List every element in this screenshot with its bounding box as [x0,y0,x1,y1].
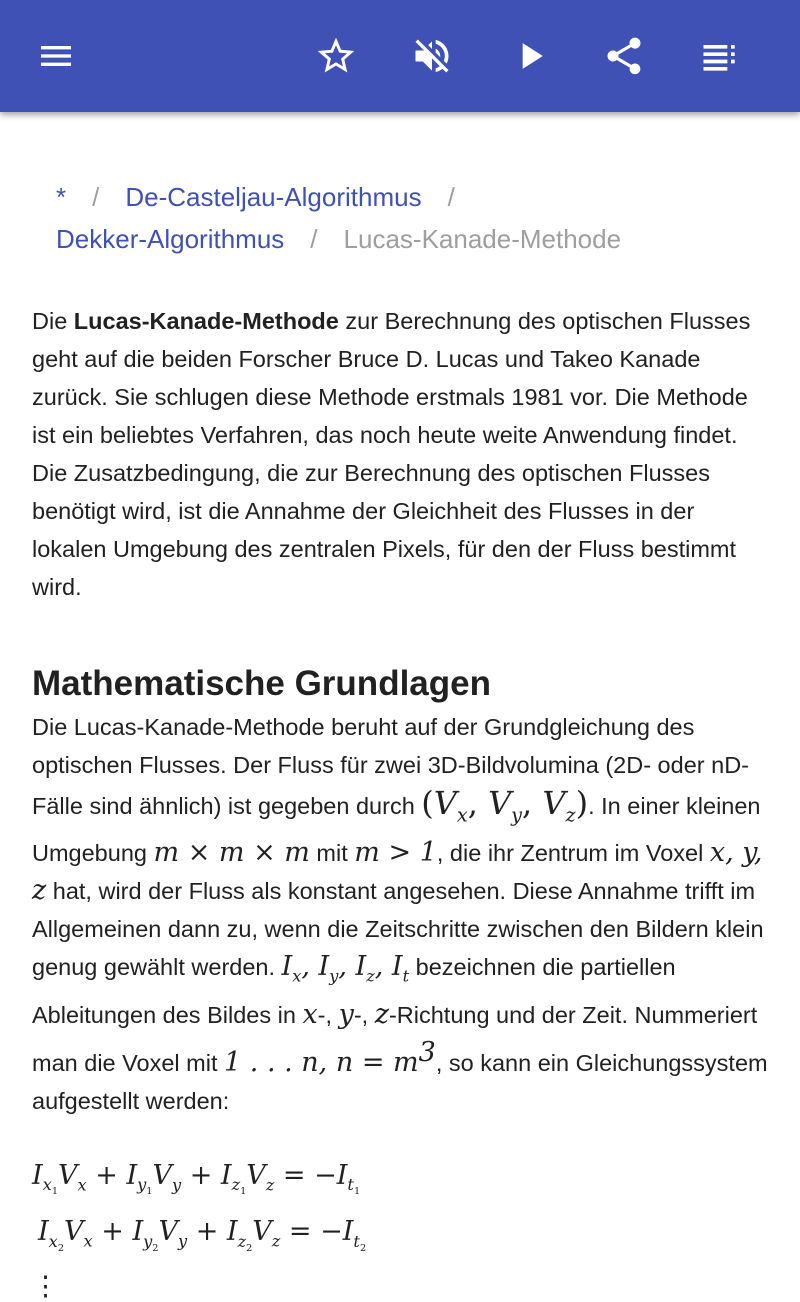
equation-system [32,1156,772,1302]
equation-1: $I_{x_1}V_x + I_{y_1}V_y + I_{z_1}V_z = -I_{t_1}$ [32,1159,361,1198]
math-flow-vector: ($V_x$, $V_y$, $V_z$) [421,784,589,827]
star-outline-icon[interactable] [308,28,364,84]
playlist-icon[interactable] [692,28,748,84]
math-voxel: x, y, z [32,837,763,907]
breadcrumb-current: Lucas-Kanade-Methode [343,224,622,254]
app-bar [0,0,800,112]
menu-icon[interactable] [28,28,84,84]
breadcrumb-link-de-casteljau[interactable]: De-Casteljau-Algorithmus [125,182,422,212]
breadcrumb [56,176,772,260]
play-icon[interactable] [502,28,558,84]
intro-paragraph: Die Lucas-Kanade-Methode zur Berechnung des optischen Flusses geht auf die beiden Forscher Bruce D. Lucas und Takeo Kanade zurück. Sie schlugen diese Methode erstmals 1981 vor. Die Methode ist ein beliebtes Verfahren, das noch heute weite Anwendung findet. Die Zusatzbedingung, die zur Berechnung des optischen Flusses benötigt wird, ist die Annahme der Gleichheit des Flusses in der lokalen Umgebung des zentralen Pixels, für den der Fluss bestimmt wird. [32,308,751,600]
breadcrumb-separator: / [447,182,455,212]
share-icon[interactable] [596,28,652,84]
equation-2: $I_{x_2}V_x + I_{y_2}V_y + I_{z_2}V_z = -I_{t_2}$ [38,1216,367,1255]
math-neighborhood: m × m × m [153,837,310,869]
article [32,176,772,1302]
math-condition: m > 1 [354,837,437,869]
breadcrumb-separator: / [310,224,318,254]
section-heading: Mathematische Grundlagen [32,664,491,703]
breadcrumb-link-dekker[interactable]: Dekker-Algorithmus [56,224,285,254]
article-title-bold: Lucas-Kanade-Methode [73,308,339,334]
math-x: x [302,998,318,1030]
equation-vdots: ⋮ [32,1271,59,1302]
volume-off-icon[interactable] [404,28,460,84]
math-derivatives: $I_x$, $I_y$, $I_z$, $I_t$ [281,951,410,986]
section-paragraph: Die Lucas-Kanade-Methode beruht auf der Grundgleichung des optischen Flusses. Der Fluss für zwei 3D-Bildvolumina (2D- oder nD-Fälle sind ähnlich) ist gegeben durch ($V_x$, $V_y$, $V_z$). In einer kleinen Umgebung m × m × m mit m > 1, die ihr Zentrum im Voxel x, y, z hat, wird der Fluss als konstant angesehen. Diese Annahme trifft im Allgemeinen dann zu, wenn die Zeitschritte zwischen den Bildern klein genug gewählt werden. $I_x$, $I_y$, $I_z$, $I_t$ bezeichnen die partiellen Ableitungen des Bildes in x-, y-, z-Richtung und der Zeit. Nummeriert man die Voxel mit 1 . . . n, $n = m^3$, so kann ein Gleichungssystem aufgestellt werden: [32,714,768,1114]
breadcrumb-separator: / [92,182,100,212]
math-y: y [338,998,354,1030]
math-z: z [374,998,389,1030]
math-numbering: 1 . . . n, $n = m^3$ [224,1036,436,1078]
breadcrumb-link-root[interactable]: * [56,182,67,212]
